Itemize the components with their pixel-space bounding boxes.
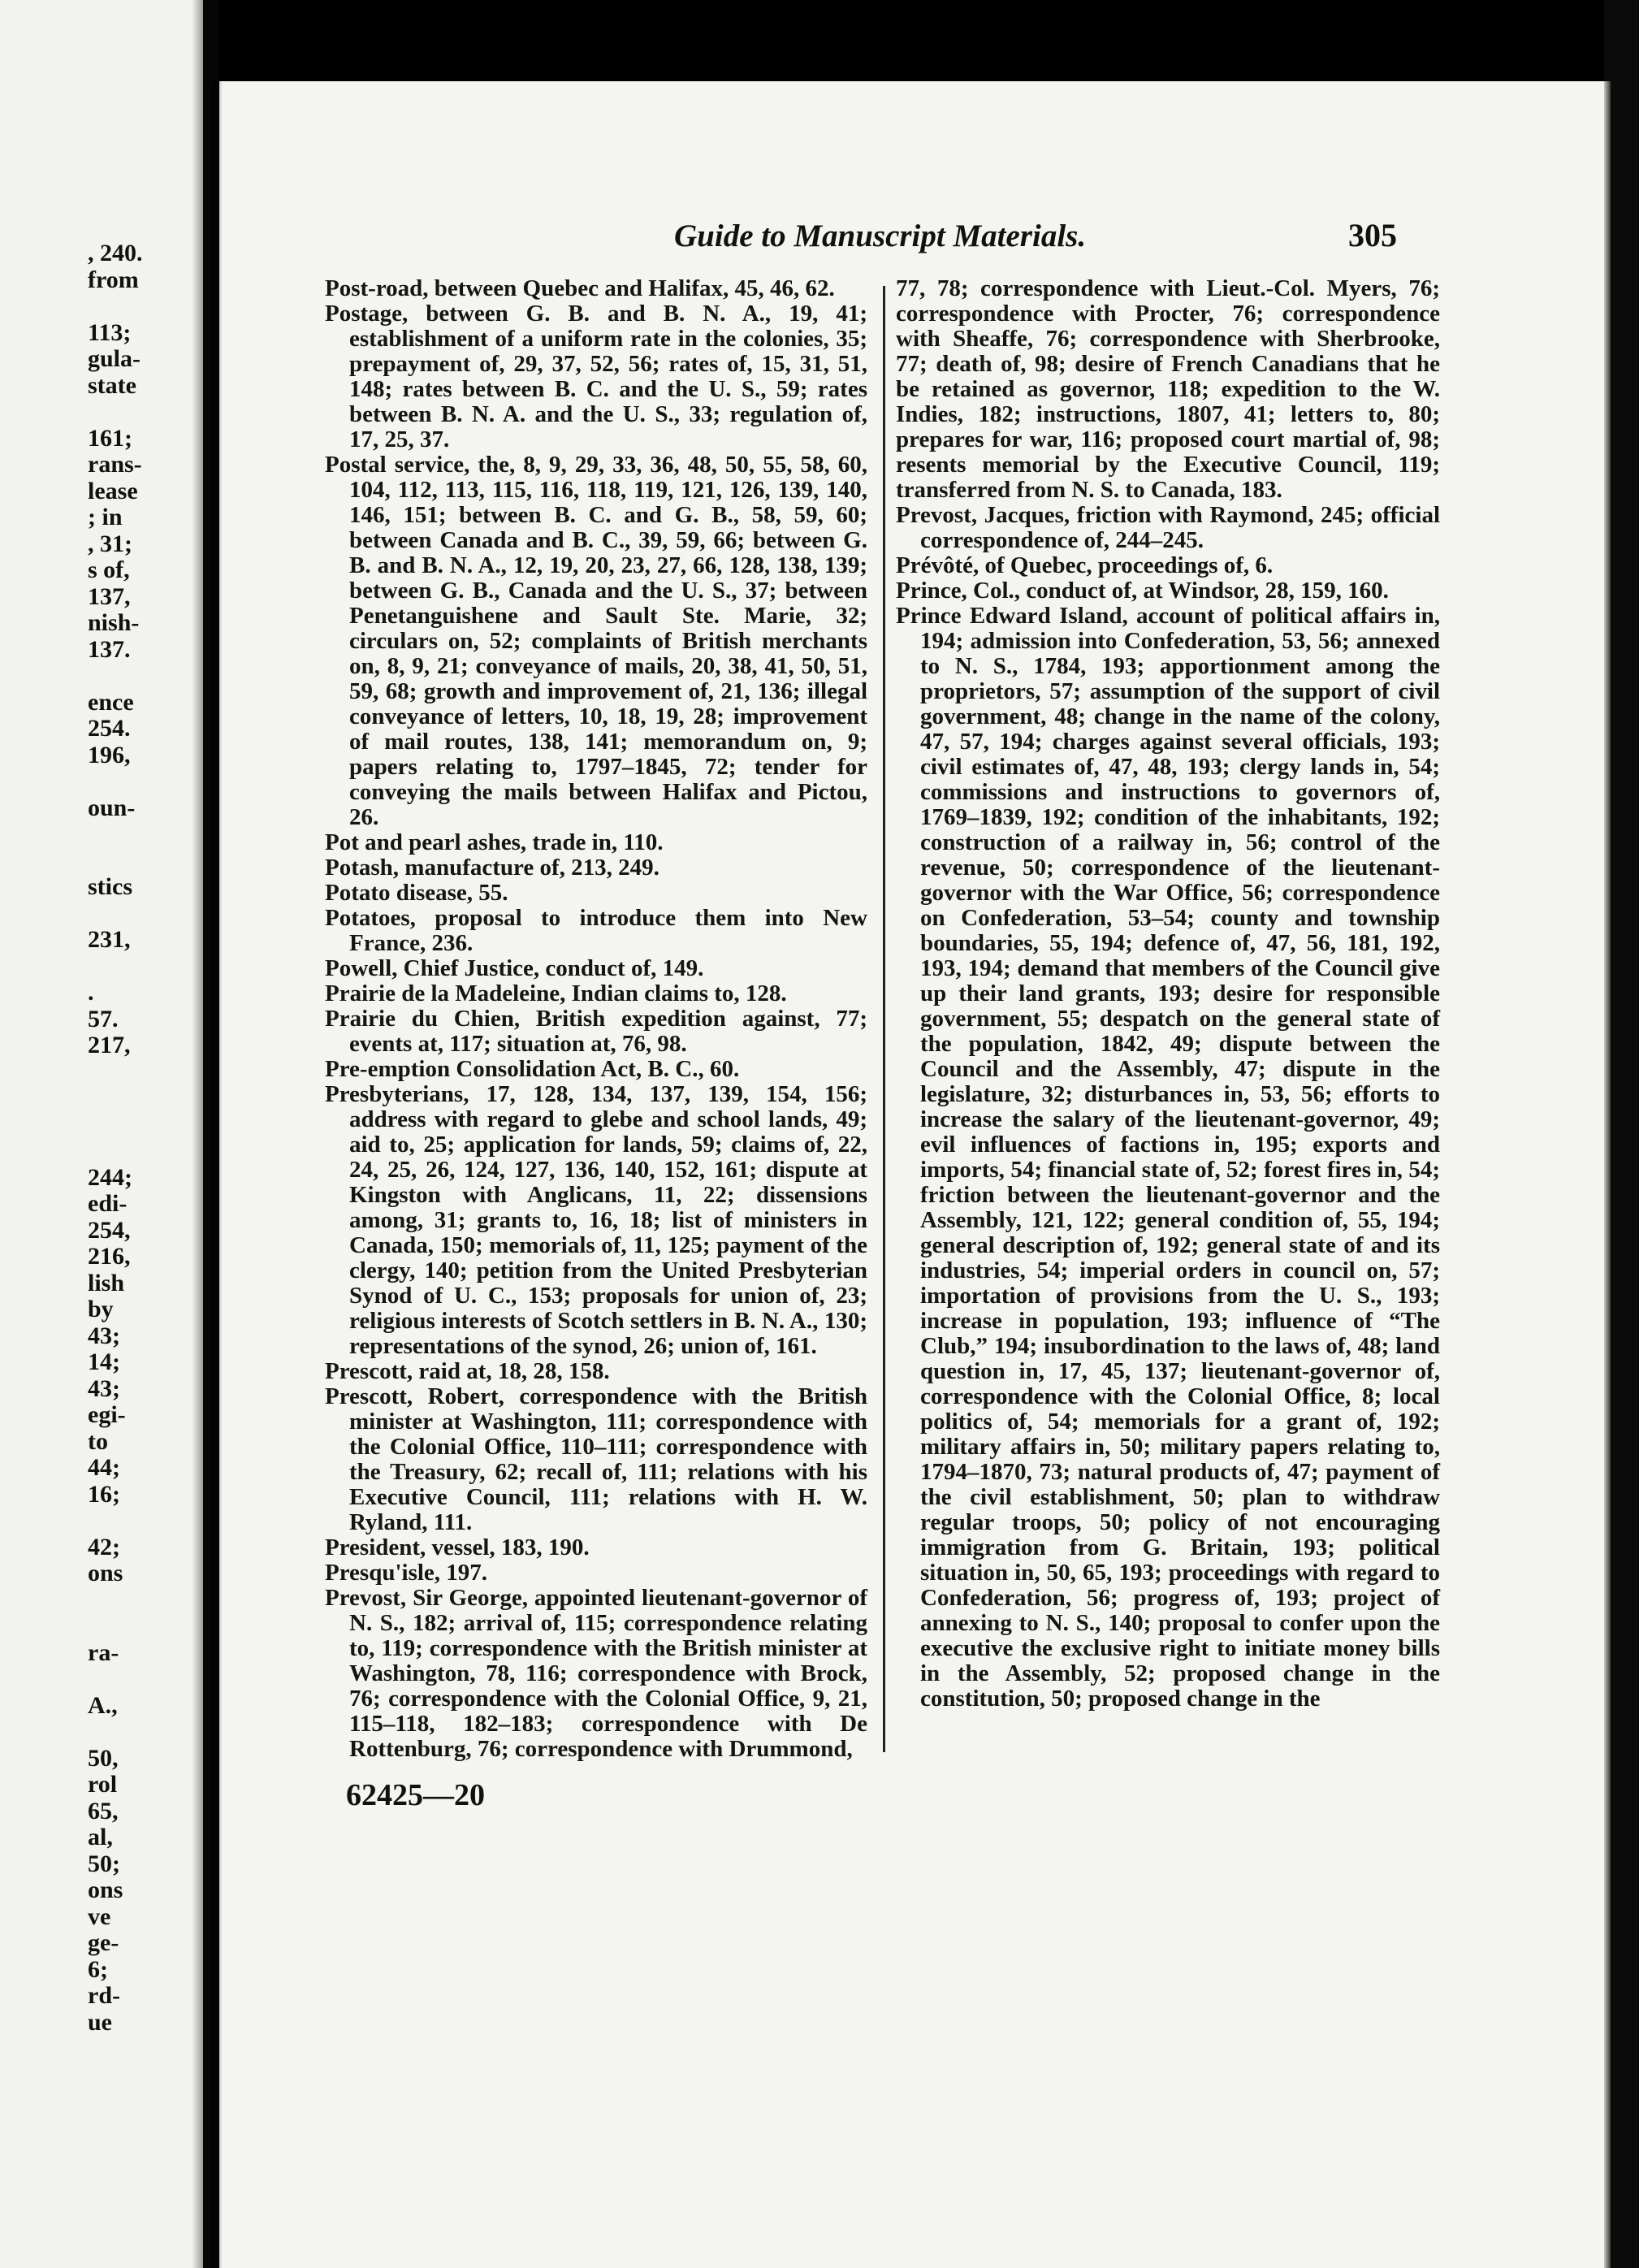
index-entry: Prevost, Sir George, appointed lieutenant-governor of N. S., 182; arrival of, 115; correspondence relating to, 119; correspondence with the British minister at Washington, 78, 116; correspondence with Brock, 76; correspondence with the Colonial Office, 9, 21, 115–118, 182–183; correspondence with De Rottenburg, 76; correspondence with Drummond, <box>325 1585 867 1762</box>
spine-shadow <box>211 81 223 2268</box>
index-entry: Prévôté, of Quebec, proceedings of, 6. <box>896 552 1274 578</box>
facing-page-fragment-line: rol <box>88 1771 118 1798</box>
facing-page-fragment-line: stics <box>88 873 132 900</box>
facing-page-fragment-line: to <box>88 1427 108 1455</box>
index-entry: Potatoes, proposal to introduce them into New France, 236. <box>325 905 867 956</box>
index-entry: Prairie du Chien, British expedition against, 77; events at, 117; situation at, 76, 98. <box>325 1006 867 1057</box>
index-entry: Prince, Col., conduct of, at Windsor, 28, 159, 160. <box>896 578 1389 604</box>
index-entry: 77, 78; correspondence with Lieut.-Col. Myers, 76; correspondence with Procter, 76; correspondence with Sheaffe, 76; correspondence with Sherbrooke, 77; death of, 98; desire of French Canadians that he be retained as governor, 118; expedition to the W. Indies, 182; instructions, 1807, 41; letters to, 80; prepares for war, 116; proposed court martial of, 98; resents memorial by the Executive Council, 119; transferred from N. S. to Canada, 183. <box>896 275 1440 503</box>
facing-page-fragment-line <box>88 663 185 690</box>
facing-page-fragment-line: 42; <box>88 1533 120 1560</box>
index-entry: Potato disease, 55. <box>325 880 508 906</box>
facing-page-fragment-line: 137. <box>88 635 131 663</box>
index-entry: President, vessel, 183, 190. <box>325 1534 590 1560</box>
index-entry: Pot and pearl ashes, trade in, 110. <box>325 829 664 855</box>
facing-page-fragment-line: 44; <box>88 1454 120 1481</box>
facing-page-fragment-line: 50; <box>88 1850 120 1877</box>
index-entry: Presbyterians, 17, 128, 134, 137, 139, 154, 156; address with regard to glebe and school lands, 49; aid to, 25; application for lands, 59; claims of, 22, 24, 25, 26, 124, 127, 136, 140, 152, 161; dispute at Kingston with Anglicans, 11, 22; dissensions among, 31; grants to, 16, 18; list of ministers in Canada, 150; memorials of, 11, 125; payment of the clergy, 140; petition from the United Presbyterian Synod of U. C., 153; proposals for union of, 23; religious interests of Scotch settlers in B. N. A., 130; representations of the synod, 26; union of, 161. <box>325 1081 867 1359</box>
facing-page-fragment-line: rd- <box>88 1982 120 2009</box>
index-column-right <box>896 276 1440 1712</box>
index-entry: Postage, between G. B. and B. N. A., 19, 41; establishment of a uniform rate in the colonies, 35; prepayment of, 29, 37, 52, 56; rates of, 15, 31, 51, 148; rates between B. C. and the U. S., 59; rates between B. N. A. and the U. S., 33; regulation of, 17, 25, 37. <box>325 301 867 452</box>
index-column-left <box>325 276 867 1762</box>
facing-page-fragment-line <box>88 1112 185 1139</box>
facing-page-fragment-line: 43; <box>88 1374 120 1402</box>
facing-page-fragment-line: 65, <box>88 1797 119 1824</box>
facing-page-fragment-line: gula- <box>88 345 141 372</box>
facing-page-fragment-line: ge- <box>88 1929 119 1956</box>
facing-page-fragment-line <box>88 848 185 875</box>
facing-page-text-fragments <box>88 240 185 2036</box>
facing-page-fragment-line: 16; <box>88 1480 120 1508</box>
facing-page-fragment-line: 113; <box>88 318 132 346</box>
index-entry: Postal service, the, 8, 9, 29, 33, 36, 48, 50, 55, 58, 60, 104, 112, 113, 115, 116, 118, 119, 121, 126, 139, 140, 146, 151; between B. C. and G. B., 58, 59, 60; between Canada and B. C., 39, 59, 66; between G. B. and B. N. A., 12, 19, 20, 23, 27, 66, 128, 138, 139; between G. B., Canada and the U. S., 37; between Penetanguishene and Sault Ste. Marie, 32; circulars on, 52; complaints of British merchants on, 8, 9, 21; conveyance of mails, 20, 38, 41, 50, 51, 59, 68; growth and improvement of, 21, 136; illegal conveyance of letters, 10, 18, 19, 28; improvement of mail routes, 138, 141; memorandum on, 9; papers relating to, 1797–1845, 72; tender for conveying the mails between Halifax and Pictou, 26. <box>325 452 867 830</box>
index-entry: Prescott, raid at, 18, 28, 158. <box>325 1358 610 1384</box>
facing-page-fragment-line <box>88 1719 185 1746</box>
printer-signature-mark: 62425—20 <box>346 1778 485 1812</box>
facing-page-fragment-line: ra- <box>88 1638 119 1666</box>
facing-page-fragment-line: 254, <box>88 1216 131 1244</box>
index-entry: Prescott, Robert, correspondence with the British minister at Washington, 111; correspondence with the Colonial Office, 110–111; correspondence with the Treasury, 62; recall of, 111; relations with his Executive Council, 111; relations with H. W. Ryland, 111. <box>325 1383 867 1535</box>
facing-page-fragment <box>0 0 203 2268</box>
facing-page-fragment-line: 217, <box>88 1032 131 1058</box>
page-edge <box>1604 0 1639 2268</box>
facing-page-fragment-line <box>88 1508 185 1534</box>
facing-page-fragment-line: from <box>88 266 139 293</box>
facing-page-fragment-line: ons <box>88 1560 123 1586</box>
facing-page-fragment-line: 14; <box>88 1348 120 1375</box>
facing-page-fragment-line: al, <box>88 1824 113 1850</box>
column-rule <box>883 286 885 1752</box>
index-entry: Prince Edward Island, account of political affairs in, 194; admission into Confederation, 53, 56; annexed to N. S., 1784, 193; apportionment among the proprietors, 57; assumption of the support of civil government, 48; change in the name of the colony, 47, 57, 194; charges against several officials, 193; civil estimates of, 47, 48, 193; clergy lands in, 54; commissions and instructions to governors of, 1769–1839, 192; condition of the inhabitants, 192; construction of a railway in, 56; control of the revenue, 50; correspondence of the lieutenant-governor with the War Office, 56; correspondence on Confederation, 53–54; county and township boundaries, 55, 194; defence of, 47, 56, 181, 192, 193, 194; demand that members of the Council give up their land grants, 193; desire for responsible government, 55; despatch on the general state of the population, 1842, 49; dispute between the Council and the Assembly, 47; dispute in the legislature, 32; disturbances in, 53, 56; efforts to increase the salary of the lieutenant-governor, 49; evil influences of factions in, 195; exports and imports, 54; financial state of, 52; forest fires in, 54; friction between the lieutenant-governor and the Assembly, 121, 122; general condition of, 55, 194; general description of, 192; general state of and its industries, 54; imperial orders in council on, 57; importation of provisions from the U. S., 193; increase in population, 193; influence of “The Club,” 194; insubordination to the laws of, 48; land question in, 17, 45, 137; lieutenant-governor of, correspondence with the Colonial Office, 8; local politics of, 54; memorials for a grant of, 192; military affairs in, 50; military papers relating to, 1794–1870, 73; natural products of, 47; payment of the civil establishment, 50; plan to withdraw regular troops, 50; policy of not encouraging immigration from G. Britain, 193; political situation in, 50, 65, 193; proceedings with regard to Confederation, 56; progress of, 193; project of annexing to N. S., 140; proposal to confer upon the executive the exclusive right to initiate money bills in the Assembly, 52; proposed change in the constitution, 50; proposed change in the <box>896 603 1440 1712</box>
facing-page-fragment-line: 244; <box>88 1163 132 1191</box>
facing-page-fragment-line: 216, <box>88 1243 131 1270</box>
page-number: 305 <box>1348 217 1397 253</box>
facing-page-fragment-line <box>88 1666 185 1693</box>
facing-page-fragment-line: 50, <box>88 1744 119 1772</box>
facing-page-fragment-line <box>88 1587 185 1614</box>
index-entry: Powell, Chief Justice, conduct of, 149. <box>325 955 704 981</box>
index-entry: Post-road, between Quebec and Halifax, 45, 46, 62. <box>325 275 835 301</box>
facing-page-fragment-line <box>88 821 185 848</box>
facing-page-fragment-line: 6; <box>88 1955 108 1983</box>
facing-page-fragment-line: 137, <box>88 582 131 610</box>
facing-page-fragment-line: 161; <box>88 424 132 452</box>
index-entry: Prevost, Jacques, friction with Raymond, 245; official correspondence of, 244–245. <box>896 502 1440 553</box>
facing-page-fragment-line: 57. <box>88 1005 119 1032</box>
facing-page-fragment-line: 254. <box>88 715 131 742</box>
index-entry: Pre-emption Consolidation Act, B. C., 60. <box>325 1056 740 1082</box>
facing-page-fragment-line <box>88 1059 185 1086</box>
facing-page-fragment-line <box>88 399 185 426</box>
facing-page-fragment-line: ons <box>88 1876 123 1903</box>
facing-page-fragment-line: by <box>88 1296 114 1322</box>
facing-page-fragment-line: nish- <box>88 609 140 636</box>
facing-page-fragment-line: lish <box>88 1269 125 1296</box>
facing-page-fragment-line <box>88 1613 185 1640</box>
facing-page-fragment-line: . <box>88 979 94 1006</box>
facing-page-fragment-line: s of, <box>88 556 130 583</box>
facing-page-fragment-line: 196, <box>88 741 131 768</box>
facing-page-fragment-line <box>88 954 185 980</box>
page-gutter-shadow <box>192 0 203 2268</box>
index-entry: Prairie de la Madeleine, Indian claims to, 128. <box>325 980 787 1006</box>
facing-page-fragment-line <box>88 901 185 928</box>
facing-page-fragment-line <box>88 768 185 795</box>
facing-page-fragment-line: A., <box>88 1691 118 1719</box>
facing-page-fragment-line: state <box>88 371 136 399</box>
facing-page-fragment-line: ue <box>88 2008 112 2036</box>
facing-page-fragment-line: ence <box>88 688 134 716</box>
facing-page-fragment-line: , 240. <box>88 240 143 266</box>
facing-page-fragment-line: , 31; <box>88 530 132 557</box>
facing-page-fragment-line: ve <box>88 1902 111 1930</box>
index-entry: Potash, manufacture of, 213, 249. <box>325 855 659 881</box>
index-entry: Presqu'isle, 197. <box>325 1560 488 1586</box>
facing-page-fragment-line: edi- <box>88 1190 128 1217</box>
facing-page-fragment-line: rans- <box>88 451 142 478</box>
facing-page-fragment-line: egi- <box>88 1401 126 1428</box>
facing-page-fragment-line <box>88 293 185 320</box>
facing-page-fragment-line: oun- <box>88 794 136 821</box>
facing-page-fragment-line <box>88 1085 185 1112</box>
facing-page-fragment-line: 231, <box>88 926 131 953</box>
facing-page-fragment-line: 43; <box>88 1322 120 1349</box>
facing-page-fragment-line <box>88 1138 185 1165</box>
facing-page-fragment-line: ; in <box>88 504 123 530</box>
running-title: Guide to Manuscript Materials. <box>674 219 1087 253</box>
facing-page-fragment-line: lease <box>88 477 138 504</box>
